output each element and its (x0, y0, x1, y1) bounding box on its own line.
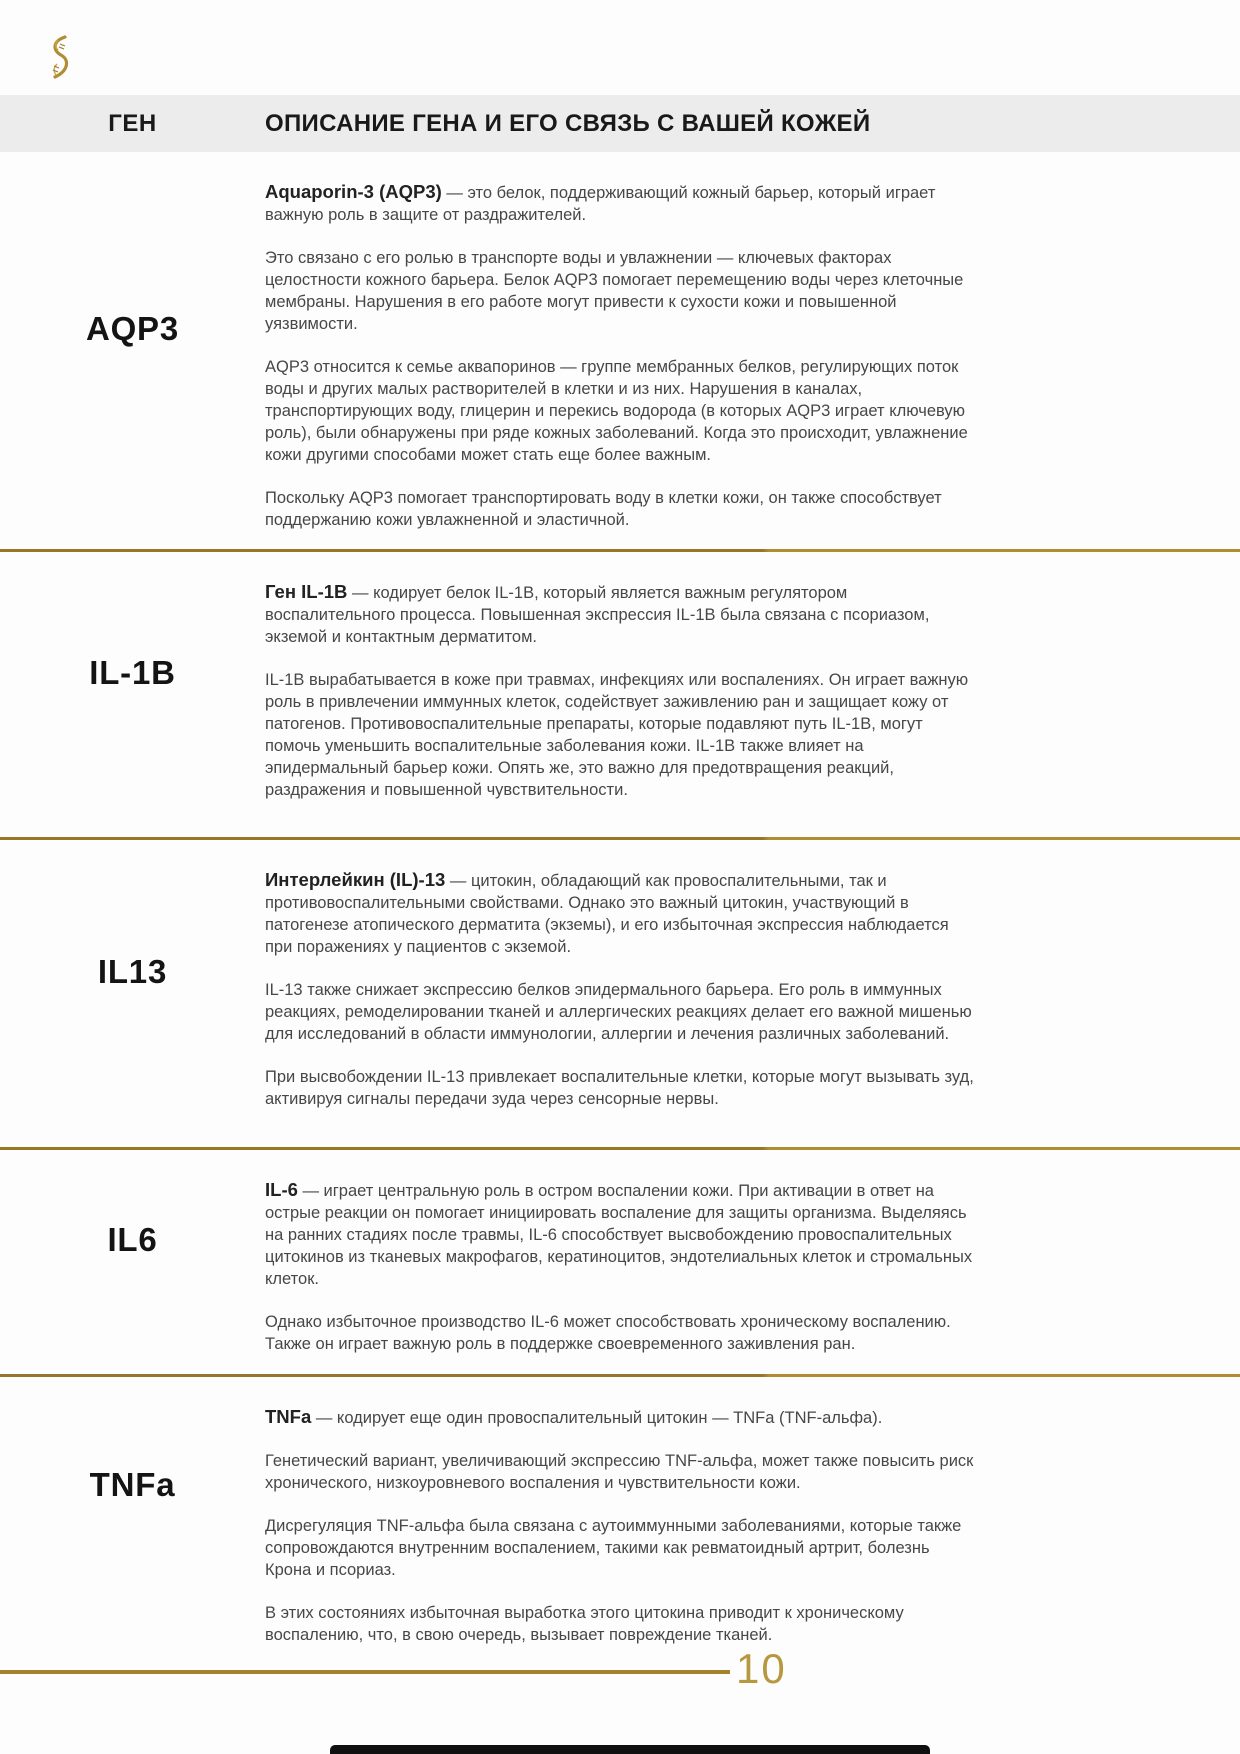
paragraph (265, 1311, 977, 1355)
gene-row-il6 (0, 1150, 1240, 1374)
paragraph-text: Генетический вариант, увеличивающий экспрессию TNF-альфа, может также повысить риск хронического, низкоуровневого воспаления и чувствительности кожи. (265, 1452, 974, 1492)
paragraph (265, 1515, 977, 1581)
gene-name-cell (0, 152, 265, 549)
paragraph-text: IL-13 также снижает экспрессию белков эпидермального барьера. Его роль в иммунных реакциях, ремоделировании тканей и аллергических реакциях делает его важной мишенью для исследований в области иммунологии, аллергии и лечения различных заболеваний. (265, 981, 972, 1043)
paragraph-lead: IL-6 (265, 1179, 298, 1200)
paragraph-text: Однако избыточное производство IL-6 может способствовать хроническому воспалению. Также он играет важную роль в поддержке своевременного заживления ран. (265, 1313, 951, 1353)
paragraph-lead: Ген IL-1B (265, 581, 348, 602)
paragraph (265, 669, 977, 801)
gene-description-cell (265, 1377, 977, 1644)
gene-name: TNFa (89, 1466, 176, 1503)
paragraph (265, 979, 977, 1045)
paragraph (265, 1602, 977, 1646)
paragraph (265, 581, 977, 648)
gene-description-cell (265, 552, 977, 837)
home-indicator-bar (330, 1745, 930, 1754)
gene-name: IL-1B (89, 653, 176, 691)
paragraph-lead: TNFa (265, 1406, 312, 1427)
paragraph-lead: Интерлейкин (IL)-13 (265, 869, 446, 890)
gene-row-aqp3 (0, 152, 1240, 549)
paragraph (265, 1179, 977, 1290)
gene-name: IL13 (97, 952, 168, 990)
gene-row-il13 (0, 840, 1240, 1147)
gene-name-cell (0, 840, 265, 1147)
paragraph-text: — цитокин, обладающий как провоспалительными, так и противовоспалительными свойствами. Однако это важный цитокин, участвующий в патогенезе атопического дерматита (экземы), и его избыточная экспрессия наблюдается при поражениях у пациентов с экземой. (265, 872, 949, 956)
paragraph (265, 1450, 977, 1494)
paragraph (265, 487, 977, 531)
paragraph-text: — кодирует белок IL-1B, который является важным регулятором воспалительного процесса. Повышенная экспрессия IL-1B была связана с псориазом, экземой и контактным дерматитом. (265, 584, 930, 646)
gene-name: IL6 (107, 1221, 158, 1258)
paragraph-lead: Aquaporin-3 (AQP3) (265, 181, 442, 202)
footer-gold-line (0, 1670, 730, 1674)
paragraph (265, 869, 977, 958)
brand-dna-logo-icon (44, 34, 74, 82)
gene-row-tnfa (0, 1377, 1240, 1644)
paragraph-text: — кодирует еще один провоспалительный цитокин — TNFa (TNF-альфа). (311, 1409, 883, 1427)
gene-row-il1b (0, 552, 1240, 837)
header-description-column: ОПИСАНИЕ ГЕНА И ЕГО СВЯЗЬ С ВАШЕЙ КОЖЕЙ (265, 109, 871, 137)
gene-description-cell (265, 840, 977, 1147)
gene-name-cell (0, 1150, 265, 1374)
paragraph-text: Это связано с его ролью в транспорте воды и увлажнении — ключевых факторах целостности кожного барьера. Белок AQP3 помогает перемещению воды через клеточные мембраны. Нарушения в его работе могут привести к сухости кожи и повышенной уязвимости. (265, 249, 964, 333)
paragraph-text: — играет центральную роль в остром воспалении кожи. При активации в ответ на острые реакции он помогает инициировать воспаление для защиты организма. Выделяясь на ранних стадиях после травмы, IL-6 способствует высвобождению провоспалительных цитокинов из тканевых макрофагов, кератиноцитов, эндотелиальных клеток и стромальных клеток. (265, 1182, 973, 1288)
header-gene-column: ГЕН (108, 109, 157, 137)
gene-name: AQP3 (85, 309, 180, 347)
paragraph-text: IL-1B вырабатывается в коже при травмах, инфекциях или воспалениях. Он играет важную роль в привлечении иммунных клеток, содействует заживлению ран и защищает кожу от патогенов. Противовоспалительные препараты, которые подавляют путь IL-1B, могут помочь уменьшить воспалительные заболевания кожи. IL-1B также влияет на эпидермальный барьер кожи. Опять же, это важно для предотвращения реакций, раздражения и повышенной чувствительности. (265, 671, 969, 799)
paragraph-text: Дисрегуляция TNF-альфа была связана с аутоиммунными заболеваниями, которые также сопровождаются внутренним воспалением, такими как ревматоидный артрит, болезнь Крона и псориаз. (265, 1517, 962, 1579)
paragraph-text: AQP3 относится к семье аквапоринов — группе мембранных белков, регулирующих поток воды и других малых растворителей в клетки и из них. Нарушения в каналах, транспортирующих воду, глицерин и перекись водорода (в которых AQP3 играет ключевую роль), были обнаружены при ряде кожных заболеваний. Когда это происходит, увлажнение кожи другими способами может стать еще более важным. (265, 358, 968, 464)
table-header-bar (0, 95, 1240, 152)
paragraph (265, 181, 977, 226)
gene-description-cell (265, 1150, 977, 1374)
paragraph-text: — это белок, поддерживающий кожный барьер, который играет важную роль в защите от раздражителей. (265, 184, 936, 224)
paragraph-text: Поскольку AQP3 помогает транспортировать воду в клетки кожи, он также способствует поддержанию кожи увлажненной и эластичной. (265, 489, 942, 529)
gene-table (0, 152, 1240, 1644)
gene-description-cell (265, 152, 977, 549)
paragraph-text: В этих состояниях избыточная выработка этого цитокина приводит к хроническому воспалению, что, в свою очередь, вызывает повреждение тканей. (265, 1604, 904, 1644)
page-number: 10 (736, 1645, 787, 1692)
gene-name-cell (0, 1377, 265, 1637)
gene-name-cell (0, 552, 265, 837)
paragraph-text: При высвобождении IL-13 привлекает воспалительные клетки, которые могут вызывать зуд, активируя сигналы передачи зуда через сенсорные нервы. (265, 1068, 974, 1108)
paragraph (265, 356, 977, 466)
paragraph (265, 1066, 977, 1110)
paragraph (265, 247, 977, 335)
paragraph (265, 1406, 977, 1429)
